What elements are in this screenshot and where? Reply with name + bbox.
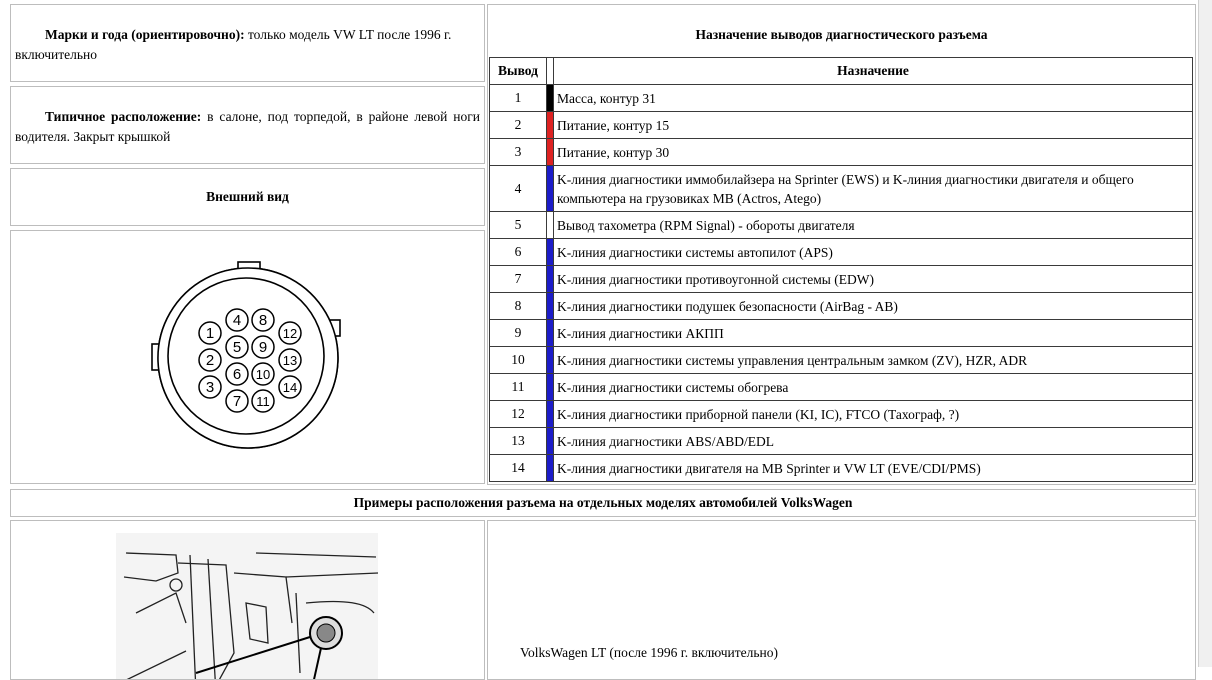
connector-pin-label: 1 <box>205 325 215 342</box>
examples-heading-cell <box>10 489 1196 517</box>
make-years-label: Марки и года (ориентировочно): <box>45 27 245 42</box>
connector-pin-label: 7 <box>232 393 242 410</box>
pin-purpose: K-линия диагностики двигателя на MB Sprinter и VW LT (EVE/CDI/PMS) <box>554 455 1193 482</box>
pin-number: 2 <box>490 112 547 139</box>
connector-pin-label: 4 <box>232 312 242 329</box>
make-years-cell <box>10 4 485 82</box>
table-row <box>490 428 1193 455</box>
table-row <box>490 320 1193 347</box>
table-row <box>490 293 1193 320</box>
pin-purpose: K-линия диагностики иммобилайзера на Sprinter (EWS) и K-линия диагностики двигателя и общего компьютера на грузовиках MB (Actros, Atego) <box>554 166 1193 212</box>
table-row <box>490 374 1193 401</box>
pin-number: 1 <box>490 85 547 112</box>
wire-color-swatch <box>547 293 554 320</box>
connector-diagram <box>150 260 346 456</box>
connector-pin-label: 12 <box>282 326 298 341</box>
pin-number: 14 <box>490 455 547 482</box>
wire-color-swatch <box>547 455 554 482</box>
wire-color-swatch <box>547 139 554 166</box>
example-caption: VolksWagen LT (после 1996 г. включительно) <box>520 645 778 660</box>
pinout-title: Назначение выводов диагностического разъема <box>695 27 988 42</box>
vw-lt-location-photo <box>116 533 378 680</box>
pin-number: 8 <box>490 293 547 320</box>
connector-pin-label: 2 <box>205 352 215 369</box>
table-row <box>490 455 1193 482</box>
wire-color-swatch <box>547 212 554 239</box>
table-row <box>490 112 1193 139</box>
pin-purpose: Масса, контур 31 <box>554 85 1193 112</box>
pin-purpose: K-линия диагностики системы обогрева <box>554 374 1193 401</box>
pin-purpose: Питание, контур 30 <box>554 139 1193 166</box>
connector-pin-label: 13 <box>282 353 298 368</box>
connector-pin-label: 5 <box>232 339 242 356</box>
wire-color-swatch <box>547 112 554 139</box>
wire-color-swatch <box>547 320 554 347</box>
table-row <box>490 401 1193 428</box>
connector-pin-label: 14 <box>282 380 298 395</box>
make-years-value: только модель VW LT после 1996 г. включительно <box>15 27 452 62</box>
wire-color-swatch <box>547 266 554 293</box>
pin-purpose: K-линия диагностики системы автопилот (APS) <box>554 239 1193 266</box>
pinout-table <box>489 57 1193 482</box>
pin-purpose: K-линия диагностики приборной панели (KI, IC), FTCO (Тахограф, ?) <box>554 401 1193 428</box>
wire-color-swatch <box>547 166 554 212</box>
pin-number: 9 <box>490 320 547 347</box>
pin-purpose: Питание, контур 15 <box>554 112 1193 139</box>
table-row <box>490 166 1193 212</box>
pin-number: 10 <box>490 347 547 374</box>
pin-purpose: K-линия диагностики ABS/ABD/EDL <box>554 428 1193 455</box>
pin-purpose: K-линия диагностики АКПП <box>554 320 1193 347</box>
wire-color-swatch <box>547 401 554 428</box>
example-image-cell <box>10 520 485 680</box>
pin-purpose: K-линия диагностики системы управления центральным замком (ZV), HZR, ADR <box>554 347 1193 374</box>
connector-image-cell <box>10 230 485 484</box>
connector-pin-label: 10 <box>255 367 271 382</box>
examples-heading: Примеры расположения разъема на отдельных моделях автомобилей VolksWagen <box>353 495 853 510</box>
table-row <box>490 347 1193 374</box>
example-caption-cell <box>487 520 1196 680</box>
pin-number: 3 <box>490 139 547 166</box>
connector-pin-label: 9 <box>258 339 268 356</box>
pin-number: 5 <box>490 212 547 239</box>
pin-number: 7 <box>490 266 547 293</box>
pin-number: 6 <box>490 239 547 266</box>
table-row <box>490 139 1193 166</box>
pin-purpose: K-линия диагностики противоугонной системы (EDW) <box>554 266 1193 293</box>
connector-pin-label: 3 <box>205 379 215 396</box>
pin-purpose: K-линия диагностики подушек безопасности (AirBag - AB) <box>554 293 1193 320</box>
vertical-scrollbar[interactable] <box>1198 0 1212 667</box>
location-label: Типичное расположение: <box>45 109 202 124</box>
pin-number: 13 <box>490 428 547 455</box>
col-header-pin: Вывод <box>490 58 547 85</box>
location-cell <box>10 86 485 164</box>
exterior-view-label: Внешний вид <box>206 189 289 204</box>
table-row <box>490 85 1193 112</box>
location-value: в салоне, под торпедой, в районе левой ноги водителя. Закрыт крышкой <box>15 109 481 144</box>
col-header-color <box>547 58 554 85</box>
wire-color-swatch <box>547 239 554 266</box>
pinout-header-row <box>490 58 1193 85</box>
pin-purpose: Вывод тахометра (RPM Signal) - обороты двигателя <box>554 212 1193 239</box>
pin-number: 11 <box>490 374 547 401</box>
connector-pin-label: 11 <box>256 394 270 409</box>
table-row <box>490 212 1193 239</box>
connector-pin-label: 6 <box>232 366 242 383</box>
wire-color-swatch <box>547 374 554 401</box>
connector-pin-label: 8 <box>258 312 268 329</box>
pin-number: 12 <box>490 401 547 428</box>
col-header-purpose: Назначение <box>554 58 1193 85</box>
wire-color-swatch <box>547 428 554 455</box>
pin-number: 4 <box>490 166 547 212</box>
wire-color-swatch <box>547 347 554 374</box>
exterior-view-cell <box>10 168 485 226</box>
table-row <box>490 239 1193 266</box>
wire-color-swatch <box>547 85 554 112</box>
table-row <box>490 266 1193 293</box>
